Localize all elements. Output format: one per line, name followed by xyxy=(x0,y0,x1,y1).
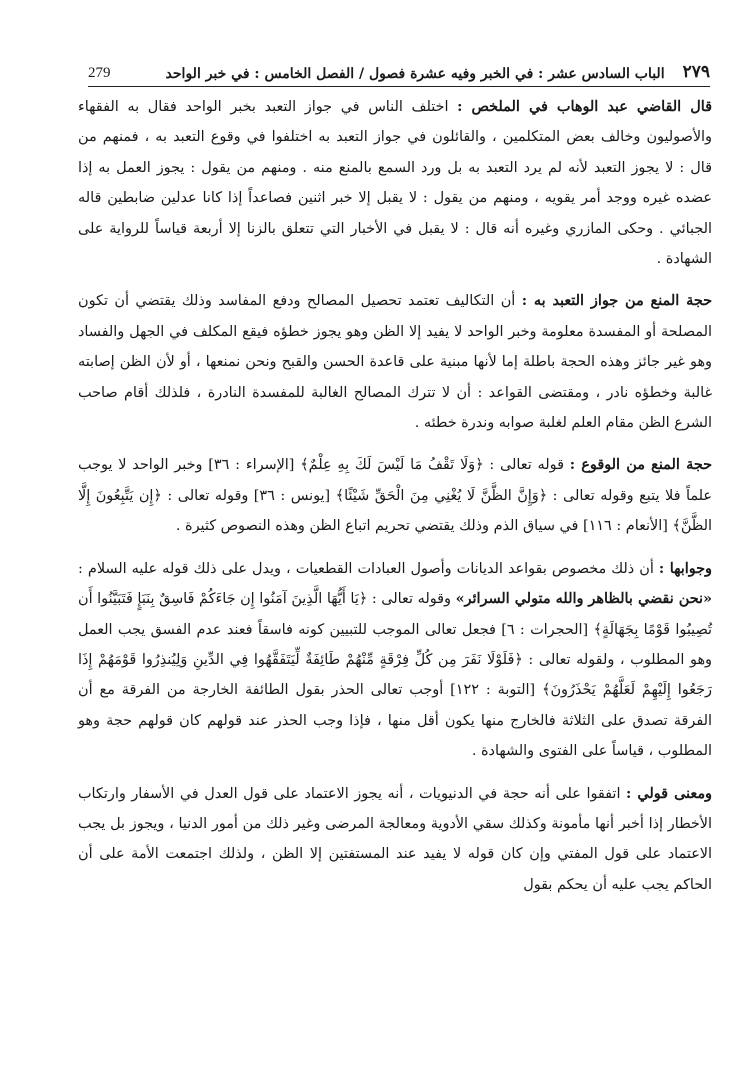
paragraph-text: أن ذلك مخصوص بقواعد الديانات وأصول العبادات القطعيات ، ويدل على ذلك قوله عليه السلام : xyxy=(78,560,659,577)
paragraph-response xyxy=(78,554,712,767)
paragraph-lead: وجوابها : xyxy=(658,559,712,577)
paragraph-text: اتفقوا على أنه حجة في الدنيويات ، أنه يجوز الاعتماد على قول العدل في الأسفار وارتكاب الأخطار إذا أخبر أنها مأمونة وكذلك سقي الأدوية ومعالجة المرضى وغير ذلك من أمور الدنيا ، ويجوز بل يجب الاعتماد على قول المفتي وإن كان قوله لا يفيد عند المستفتين إلا الظن ، ولذلك اجتمعت الأمة على أن الحاكم يجب عليه أن يحكم بقول xyxy=(78,785,712,893)
running-title: الباب السادس عشر : في الخبر وفيه عشرة فصول / الفصل الخامس : في خبر الواحد xyxy=(165,66,665,82)
running-header xyxy=(88,48,710,87)
paragraph-qadi-abd-al-wahhab xyxy=(78,92,712,274)
paragraph-lead: ومعنى قولي : xyxy=(626,784,713,802)
paragraph-text: أن التكاليف تعتمد تحصيل المصالح ودفع المفاسد وذلك يقتضي أن تكون المصلحة أو المفسدة معلومة وخبر الواحد لا يفيد إلا الظن وهو يجوز خطؤه فيقع المكلف في الجهل والفساد وهو غير جائز وهذه الحجة باطلة إما لأنها مبنية على قاعدة الحسن والقبح ونحن نمنعها ، أو لأن الظن إصابته غالبة وخطؤه نادر ، ومقتضى القواعد : أن لا تترك المصالح الغالبة للمفسدة النادرة ، فلذلك أقام صاحب الشرع الظن مقام العلم لغلبة صوابه وندرة خطئه . xyxy=(78,293,712,432)
paragraph-text: وقوله تعالى : ﴿يَا أَيُّهَا الَّذِينَ آمَنُوا إِن جَاءَكُمْ فَاسِقٌ بِنَبَإٍ فَتَبَيَّنُوا أَن تُصِيبُوا قَوْمًا بِجَهَالَةٍ﴾ [الحجرات : ٦] فجعل تعالى الموجب للتبيين كونه فاسقاً فعند عدم الفسق يجب العمل وهو المطلوب ، ولقوله تعالى : ﴿فَلَوْلَا نَفَرَ مِن كُلِّ فِرْقَةٍ مِّنْهُمْ طَائِفَةٌ لِّيَتَفَقَّهُوا فِي الدِّينِ وَلِيُنذِرُوا قَوْمَهُمْ إِذَا رَجَعُوا إِلَيْهِمْ لَعَلَّهُمْ يَحْذَرُونَ﴾ [التوبة : ١٢٢] أوجب تعالى الحذر بقول الطائفة الخارجة من الفرقة مع أن الفرقة تصدق على الثلاثة فالخارج منها يكون أقل منها ، فإذا وجب الحذر عند قولهم كان قولهم حجة وهو المطلوب ، قياساً على الفتوى والشهادة . xyxy=(78,591,712,760)
paragraph-lead: حجة المنع من جواز التعبد به : xyxy=(521,292,712,310)
paragraph-argument-against-occurrence xyxy=(78,450,712,541)
page-body xyxy=(78,92,712,1060)
paragraph-argument-against-worship xyxy=(78,286,712,438)
hadith-quote: «نحن نقضي بالظاهر والله متولي السرائر» xyxy=(455,590,712,608)
paragraph-text: قوله تعالى : ﴿وَلَا تَقْفُ مَا لَيْسَ لَكَ بِهِ عِلْمٌ﴾ [الإسراء : ٣٦] وخبر الواحد لا يوجب علماً فلا يتبع وقوله تعالى : ﴿وَإِنَّ الظَّنَّ لَا يُغْنِي مِنَ الْحَقِّ شَيْئًا﴾ [يونس : ٣٦] وقوله تعالى : ﴿إِن يَتَّبِعُونَ إِلَّا الظَّنَّ﴾ [الأنعام : ١١٦] في سياق الذم وذلك يقتضي تحريم اتباع الظن وهذه النصوص كثيرة . xyxy=(78,457,713,535)
page-number-latin: 279 xyxy=(88,65,111,81)
paragraph-lead: قال القاضي عبد الوهاب في الملخص : xyxy=(457,98,712,115)
paragraph-text: اختلف الناس في جواز التعبد بخبر الواحد فقال به الفقهاء والأصوليون وخالف بعض المتكلمين ، والقائلون في جواز التعبد به اختلفوا في وقوع التعبد به ، فمنهم من قال : لا يجوز التعبد لأنه لم يرد التعبد به بل ورد السمع بالمنع منه . ومنهم من يقول : يجوز العمل به إذا عضده غيره ووجد أمر يقويه ، ومنهم من يقول : لا يقبل إلا خبر اثنين فصاعداً إذا كانا عدلين ضابطين قاله الجبائي . وحكى المازري وغيره أنه قال : لا يقبل في الأخبار التي تتعلق بالزنا إلا أربعة قياساً للرواية على الشهادة . xyxy=(78,99,712,268)
page-number-arabic: ٢٧٩ xyxy=(682,62,710,82)
paragraph-meaning-of-statement xyxy=(78,779,712,901)
paragraph-lead: حجة المنع من الوقوع : xyxy=(569,456,713,474)
